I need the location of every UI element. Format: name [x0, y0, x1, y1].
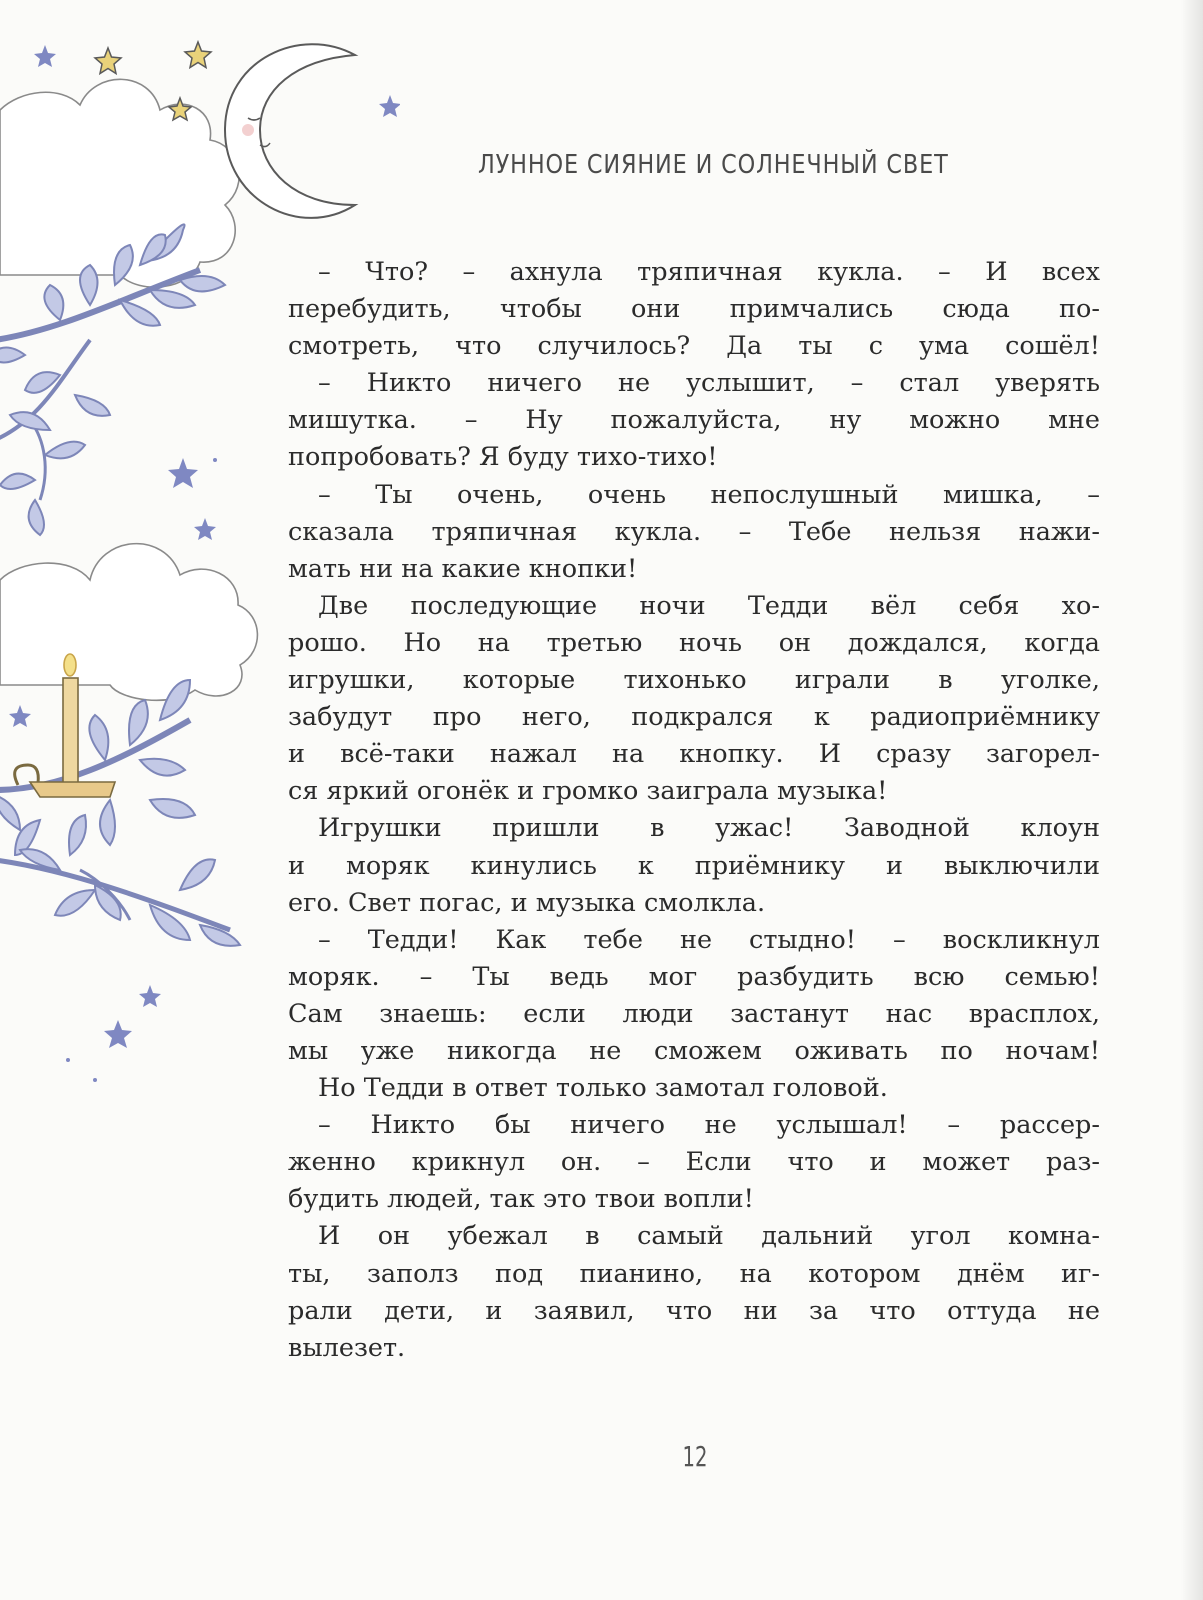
text-line: сказала тряпичная кукла. – Тебе нельзя нажи- — [288, 516, 1100, 547]
page-number: 12 — [682, 1440, 708, 1473]
text-line: его. Свет погас, и музыка смолкла. — [288, 887, 766, 918]
branch-icon — [0, 680, 240, 946]
text-line: и моряк кинулись к приёмнику и выключили — [288, 850, 1100, 881]
text-line: будить людей, так это твои вопли! — [288, 1184, 754, 1215]
text-line: мишутка. – Ну пожалуйста, ну можно мне — [288, 405, 1100, 436]
story-text — [288, 254, 1100, 1367]
text-line: Сам знаешь: если люди застанут нас врасплох, — [288, 998, 1100, 1029]
text-line: перебудить, чтобы они примчались сюда по- — [288, 294, 1100, 325]
text-line: смотреть, что случилось? Да ты с ума сошёл! — [288, 331, 1100, 362]
text-line: – Никто ничего не услышит, – стал уверять — [318, 368, 1100, 399]
text-line: Но Тедди в ответ только замотал головой. — [318, 1073, 888, 1104]
text-line: рали дети, и заявил, что ни за что оттуда не — [288, 1295, 1100, 1326]
text-line: Игрушки пришли в ужас! Заводной клоун — [318, 813, 1100, 844]
text-line: и всё-таки нажал на кнопку. И сразу загорел- — [288, 739, 1100, 770]
text-line: – Тедди! Как тебе не стыдно! – воскликнул — [318, 924, 1100, 955]
text-line: И он убежал в самый дальний угол комна- — [318, 1221, 1100, 1252]
text-line: – Никто бы ничего не услышал! – рассер- — [318, 1110, 1100, 1141]
text-line: рошо. Но на третью ночь он дождался, когда — [288, 627, 1100, 658]
text-line: женно крикнул он. – Если что и может раз- — [288, 1147, 1100, 1178]
text-line: забудут про него, подкрался к радиоприёмнику — [288, 702, 1100, 733]
text-line: – Ты очень, очень непослушный мишка, – — [318, 479, 1100, 510]
page-edge — [1181, 0, 1203, 1600]
cloud-icon — [0, 544, 257, 701]
running-title: ЛУННОЕ СИЯНИЕ И СОЛНЕЧНЫЙ СВЕТ — [478, 150, 949, 180]
text-line: ты, заполз под пианино, на котором днём иг- — [288, 1258, 1100, 1289]
text-line: игрушки, которые тихонько играли в уголке, — [288, 665, 1100, 696]
text-line: Две последующие ночи Тедди вёл себя хо- — [318, 590, 1100, 621]
text-line: мы уже никогда не сможем оживать по ночам! — [288, 1035, 1100, 1066]
text-line: ся яркий огонёк и громко заиграла музыка! — [288, 776, 888, 807]
text-line: моряк. – Ты ведь мог разбудить всю семью! — [288, 961, 1100, 992]
text-line: – Что? – ахнула тряпичная кукла. – И всех — [318, 257, 1100, 287]
text-line: вылезет. — [288, 1332, 406, 1363]
moon-icon — [225, 44, 355, 218]
text-line: мать ни на какие кнопки! — [288, 553, 638, 584]
text-line: попробовать? Я буду тихо-тихо! — [288, 442, 718, 473]
